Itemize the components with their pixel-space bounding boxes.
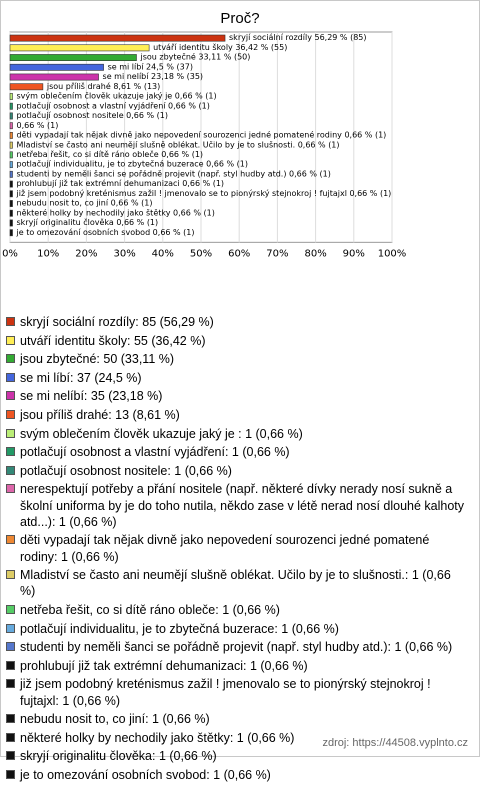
bar: [10, 171, 13, 177]
bar-label: skryjí originalitu člověka 0,66 % (1): [17, 217, 159, 227]
bar: [10, 45, 149, 51]
legend-item: [6, 602, 468, 618]
legend-label: utváří identitu školy: 55 (36,42 %): [20, 334, 206, 348]
legend-label: Mladiství se často ani neumějí slušně oblékat. Učilo by je to slušnosti.: 1 (0,66 %): [20, 568, 451, 598]
bar: [10, 132, 13, 138]
legend-swatch: [6, 605, 15, 614]
legend-label: studenti by neměli šanci se pořádně projevit (např. styl hudby atd.): 1 (0,66 %): [20, 640, 452, 654]
bar-label: nebudu nosit to, co jiní 0,66 % (1): [17, 199, 153, 208]
legend-swatch: [6, 373, 15, 382]
legend-label: nerespektují potřeby a přání nositele (např. některé dívky nerady nosí sukně a školní uniforma by je do toho nutila, někdo zase v létě nerad nosí dlouhé kalhoty atd...): 1 (0,66 %): [20, 482, 464, 528]
bar: [10, 230, 13, 236]
chart-title: Proč?: [0, 10, 480, 27]
legend-item: [6, 370, 468, 386]
legend-swatch: [6, 770, 15, 779]
legend-swatch: [6, 535, 15, 544]
legend-item: [6, 333, 468, 349]
x-tick-label: 0%: [2, 248, 18, 259]
legend-item: [6, 532, 468, 564]
legend-swatch: [6, 410, 15, 419]
bar: [10, 74, 99, 80]
source-text: zdroj: https://44508.vyplnto.cz: [322, 737, 468, 749]
x-tick-label: 20%: [75, 248, 97, 259]
x-tick-label: 100%: [378, 248, 407, 259]
legend-item: [6, 711, 468, 727]
legend-swatch: [6, 466, 15, 475]
legend-item: [6, 407, 468, 423]
bar: [10, 200, 13, 206]
bar: [10, 103, 13, 109]
bar-label: prohlubují již tak extrémní dehumanizaci 0,66 % (1): [17, 178, 225, 188]
bar-label: studenti by neměli šanci se pořádně projevit (např. styl hudby atd.) 0,66 % (1): [17, 168, 331, 178]
bar-label: potlačují osobnost a vlastní vyjádření 0,66 % (1): [17, 100, 210, 110]
bar-label: jsou zbytečné 33,11 % (50): [139, 52, 250, 62]
legend-label: skryjí originalitu člověka: 1 (0,66 %): [20, 749, 217, 763]
legend-item: [6, 444, 468, 460]
legend-label: jsou zbytečné: 50 (33,11 %): [20, 352, 174, 366]
x-axis-ticks: [2, 248, 406, 259]
bar-label: se mi líbí 24,5 % (37): [108, 62, 193, 71]
legend-label: netřeba řešit, co si dítě ráno obleče: 1 (0,66 %): [20, 603, 280, 617]
legend-item: [6, 426, 468, 442]
bar-label: již jsem podobný kreténismus zažil ! jmenovalo se to pionýrský stejnokroj ! fujtajxl 0,66 % (1): [16, 188, 392, 198]
bar: [10, 142, 13, 148]
legend-item: [6, 463, 468, 479]
bar: [10, 64, 104, 70]
legend-item: [6, 767, 468, 783]
bar-label: skryjí sociální rozdíly 56,29 % (85): [229, 33, 366, 42]
legend-label: již jsem podobný kreténismus zažil ! jmenovalo se to pionýrský stejnokroj ! fujtajxl: 1 (0,66 %): [20, 677, 431, 707]
x-tick-label: 60%: [228, 248, 250, 259]
legend-item: [6, 676, 468, 708]
bar: [10, 161, 13, 167]
legend-label: jsou příliš drahé: 13 (8,61 %): [20, 408, 180, 422]
legend-swatch: [6, 429, 15, 438]
x-tick-label: 70%: [266, 248, 288, 259]
x-tick-label: 10%: [37, 248, 59, 259]
legend-label: potlačují osobnost a vlastní vyjádření: 1 (0,66 %): [20, 445, 290, 459]
x-tick-label: 80%: [304, 248, 326, 259]
bar-label: se mi nelíbí 23,18 % (35): [103, 72, 203, 81]
legend-item: [6, 658, 468, 674]
legend-swatch: [6, 391, 15, 400]
legend-label: svým oblečením člověk ukazuje jaký je : 1 (0,66 %): [20, 427, 303, 441]
legend-item: [6, 621, 468, 637]
bar-label: utváří identitu školy 36,42 % (55): [153, 42, 287, 52]
bar-label: svým oblečením člověk ukazuje jaký je 0,66 % (1): [17, 91, 217, 101]
legend-label: prohlubují již tak extrémní dehumanizaci: 1 (0,66 %): [20, 659, 308, 673]
bar-label: 0,66 % (1): [17, 121, 59, 130]
legend-swatch: [6, 317, 15, 326]
legend-item: [6, 481, 468, 530]
legend-item: [6, 351, 468, 367]
bar-label: děti vypadají tak nějak divně jako nepovedení sourozenci jedné pomatené rodiny 0,66 % (1): [17, 130, 387, 140]
bar: [10, 35, 225, 41]
bar: [10, 84, 43, 90]
legend-label: skryjí sociální rozdíly: 85 (56,29 %): [20, 315, 214, 329]
legend-label: je to omezování osobních svobod: 1 (0,66 %): [20, 768, 271, 782]
legend-swatch: [6, 447, 15, 456]
legend-item: [6, 567, 468, 599]
bar: [10, 54, 136, 60]
bar-label: některé holky by nechodily jako štětky 0,66 % (1): [17, 207, 215, 217]
chart-legend: [6, 314, 468, 785]
legend-label: se mi líbí: 37 (24,5 %): [20, 371, 142, 385]
bar-label: je to omezování osobních svobod 0,66 % (1): [16, 228, 195, 237]
bar: [10, 93, 13, 99]
bar: [10, 220, 13, 226]
bar: [10, 152, 13, 158]
bar: [10, 123, 13, 129]
legend-item: [6, 314, 468, 330]
legend-swatch: [6, 354, 15, 363]
x-tick-label: 90%: [343, 248, 365, 259]
legend-label: některé holky by nechodily jako štětky: 1 (0,66 %): [20, 731, 294, 745]
legend-swatch: [6, 642, 15, 651]
bar: [10, 113, 13, 119]
legend-label: děti vypadají tak nějak divně jako nepovedení sourozenci jedné pomatené rodiny: 1 (0,66 %): [20, 533, 429, 563]
bar-label: Mladiství se často ani neumějí slušně oblékat. Učilo by je to slušnosti. 0,66 % (1): [17, 139, 340, 149]
bar: [10, 181, 13, 187]
x-tick-label: 50%: [190, 248, 212, 259]
legend-item: [6, 639, 468, 655]
bar-label: netřeba řešit, co si dítě ráno obleče 0,66 % (1): [17, 149, 204, 159]
bar: [10, 191, 13, 197]
bar: [10, 210, 13, 216]
bar-chart: [0, 28, 480, 312]
bar-label: potlačují individualitu, je to zbytečná buzerace 0,66 % (1): [17, 159, 248, 169]
x-tick-label: 40%: [152, 248, 174, 259]
legend-label: potlačují osobnost nositele: 1 (0,66 %): [20, 464, 232, 478]
legend-swatch: [6, 624, 15, 633]
legend-item: [6, 388, 468, 404]
legend-swatch: [6, 714, 15, 723]
legend-label: se mi nelíbí: 35 (23,18 %): [20, 389, 162, 403]
legend-swatch: [6, 336, 15, 345]
legend-swatch: [6, 570, 15, 579]
bar-label: potlačují osobnost nositele 0,66 % (1): [17, 110, 168, 120]
legend-item: [6, 748, 468, 764]
legend-swatch: [6, 661, 15, 670]
chart-bar-labels: [16, 33, 392, 237]
bar-label: jsou příliš drahé 8,61 % (13): [46, 81, 160, 91]
legend-swatch: [6, 733, 15, 742]
legend-label: nebudu nosit to, co jiní: 1 (0,66 %): [20, 712, 210, 726]
legend-swatch: [6, 679, 15, 688]
legend-swatch: [6, 484, 15, 493]
legend-label: potlačují individualitu, je to zbytečná buzerace: 1 (0,66 %): [20, 622, 339, 636]
legend-swatch: [6, 751, 15, 760]
x-tick-label: 30%: [113, 248, 135, 259]
